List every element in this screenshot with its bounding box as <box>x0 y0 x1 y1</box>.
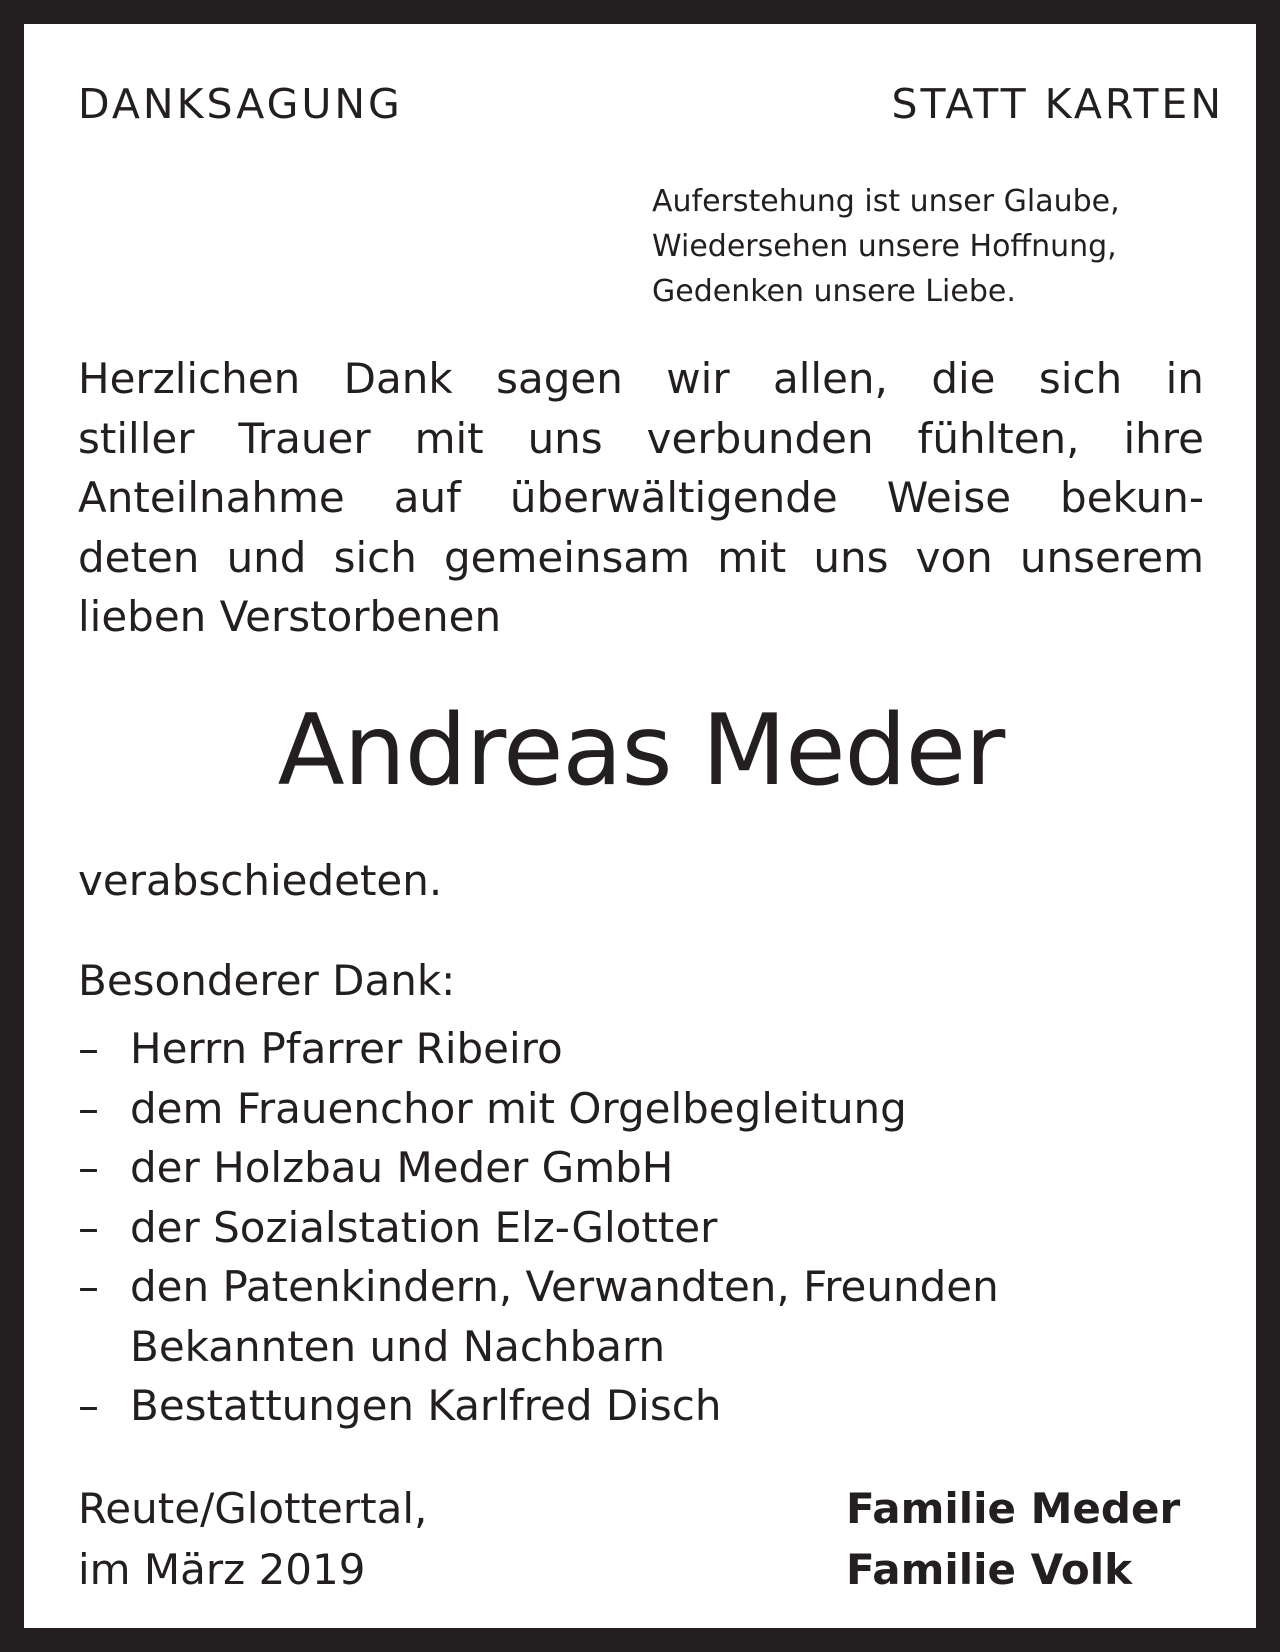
list-item-text: der Sozialstation Elz-Glotter <box>130 1202 718 1252</box>
header-statt-karten: STATT KARTEN <box>891 80 1224 128</box>
place-date <box>78 1478 427 1600</box>
dash-bullet: – <box>78 1381 99 1430</box>
list-item-continuation: Bekannten und Nachbarn <box>130 1321 666 1371</box>
list-item-text: den Patenkindern, Verwandten, Freunden <box>130 1262 999 1311</box>
intro-line-1: Herzlichen Dank sagen wir allen, die sich in <box>78 354 1204 403</box>
intro-paragraph <box>78 349 1204 647</box>
motto-line: Auferstehung ist unser Glaube, <box>652 184 1120 219</box>
dash-bullet: – <box>78 1143 99 1192</box>
list-item-text: dem Frauenchor mit Orgelbegleitung <box>130 1083 907 1133</box>
list-item-text: Herrn Pfarrer Ribeiro <box>130 1024 563 1073</box>
family-name: Familie Volk <box>846 1545 1133 1594</box>
dash-bullet: – <box>78 1262 99 1311</box>
farewell-text: verabschiedeten. <box>78 856 443 905</box>
motto-line: Gedenken unsere Liebe. <box>652 274 1016 309</box>
intro-line-4: deten und sich gemeinsam mit uns von unserem <box>78 532 1204 582</box>
family-name: Familie Meder <box>846 1484 1181 1533</box>
notice-content <box>78 24 1228 1628</box>
list-item-text: der Holzbau Meder GmbH <box>130 1143 674 1192</box>
motto-line: Wiedersehen unsere Hoffnung, <box>652 229 1117 264</box>
dash-bullet: – <box>78 1083 99 1133</box>
header-danksagung: DANKSAGUNG <box>78 80 403 128</box>
dash-bullet: – <box>78 1024 99 1073</box>
special-thanks-list <box>78 1019 999 1436</box>
special-thanks-label: Besonderer Dank: <box>78 956 456 1005</box>
intro-line-5: lieben Verstorbenen <box>78 592 502 641</box>
place-line: Reute/Glottertal, <box>78 1484 428 1533</box>
list-item <box>78 1198 999 1258</box>
signing-families <box>846 1478 1180 1600</box>
dash-bullet: – <box>78 1202 99 1252</box>
list-item-text: Bestattungen Karlfred Disch <box>130 1381 722 1430</box>
list-item <box>78 1019 999 1079</box>
list-item <box>78 1079 999 1139</box>
motto-quote <box>652 179 1120 314</box>
list-item <box>78 1138 999 1198</box>
list-item <box>78 1376 999 1436</box>
date-line: im März 2019 <box>78 1545 366 1594</box>
list-item <box>78 1257 999 1376</box>
intro-line-2: stiller Trauer mit uns verbunden fühlten, ihre <box>78 413 1204 463</box>
intro-line-3: Anteilnahme auf überwältigende Weise bekun- <box>78 473 1204 522</box>
deceased-name: Andreas Meder <box>277 694 1005 808</box>
